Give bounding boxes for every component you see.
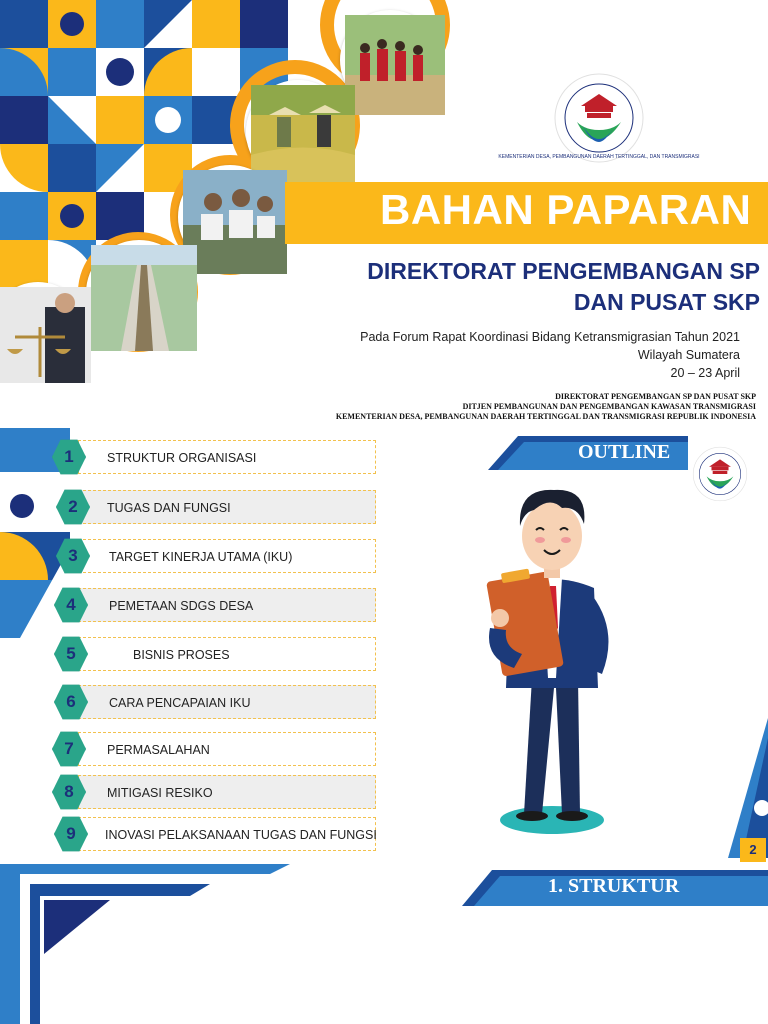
credit-line-3: KEMENTERIAN DESA, PEMBANGUNAN DAERAH TERTINGGAL DAN TRANSMIGRASI REPUBLIK INDONESIA [335,412,756,421]
ministry-logo-small [692,446,748,502]
banner-title: BAHAN PAPARAN [380,186,752,233]
logo-ring-text: KEMENTERIAN DESA, PEMBANGUNAN DAERAH TERTINGGAL, DAN TRANSMIGRASI [498,154,700,160]
outline-header: OUTLINE [578,441,671,463]
certificate-photo-graphic [183,170,287,274]
businessman-illustration [470,478,640,848]
page-number: 2 [740,838,766,862]
outline-item-number: 8 [64,782,74,801]
outline-item-number: 4 [66,595,76,614]
subtitle-line-2: DAN PUSAT SKP [573,289,760,315]
outline-item-1[interactable] [78,440,376,474]
forum-text: Pada Forum Rapat Koordinasi Bidang Ketransmigrasian Tahun 2021 [360,330,740,344]
outline-item-9[interactable] [78,817,376,851]
justice-scale-photo [0,282,86,378]
ministry-logo-graphic [498,72,700,164]
ministry-logo [498,72,700,164]
outline-item-label: TUGAS DAN FUNGSI [107,501,231,515]
outline-item-number: 5 [66,644,76,663]
outline-item-label: BISNIS PROSES [133,648,230,662]
slide-cover [0,0,768,428]
region-text: Wilayah Sumatera [637,348,740,362]
outline-item-number: 7 [64,739,74,758]
outline-item-label: PERMASALAHAN [107,743,210,757]
right-mosaic-strip [728,658,768,858]
credit-line-1: DIREKTORAT PENGEMBANGAN SP DAN PUSAT SKP [555,392,756,401]
outline-item-label: STRUKTUR ORGANISASI [107,451,257,465]
businessman-graphic [470,478,640,848]
outline-item-label: CARA PENCAPAIAN IKU [109,696,251,710]
struktur-corner-decoration [0,864,300,1024]
farmers-photo [246,80,350,184]
outline-item-4[interactable] [78,588,376,622]
outline-item-number: 1 [64,447,74,466]
right-strip-graphic [728,658,768,858]
outline-item-number: 9 [66,824,76,843]
slide-struktur [0,864,768,1024]
outline-item-3[interactable] [78,539,376,573]
outline-item-5[interactable] [78,637,376,671]
outline-item-2[interactable] [78,490,376,524]
outline-item-label: TARGET KINERJA UTAMA (IKU) [109,550,293,564]
outline-item-label: INOVASI PELAKSANAAN TUGAS DAN FUNGSI [105,828,377,842]
date-text: 20 – 23 April [670,366,740,380]
slide-outline [0,428,768,864]
outline-item-number: 3 [68,546,78,565]
canal-construction-photo [86,240,192,346]
outline-item-7[interactable] [78,732,376,766]
ministry-logo-small-graphic [692,446,748,502]
outline-item-number: 2 [68,497,78,516]
subtitle-line-1: DIREKTORAT PENGEMBANGAN SP [367,258,760,284]
outline-item-8[interactable] [78,775,376,809]
students-photo-graphic [345,15,445,115]
canal-photo-graphic [91,245,197,351]
outline-item-label: MITIGASI RESIKO [107,786,213,800]
justice-scale-graphic [0,287,91,383]
outline-item-number: 6 [66,692,76,711]
outline-item-6[interactable] [78,685,376,719]
credit-line-2: DITJEN PEMBANGUNAN DAN PENGEMBANGAN KAWASAN TRANSMIGRASI [462,402,756,411]
struktur-header: 1. STRUKTUR [548,875,680,897]
students-photo [340,10,440,110]
outline-item-label: PEMETAAN SDGS DESA [109,599,254,613]
